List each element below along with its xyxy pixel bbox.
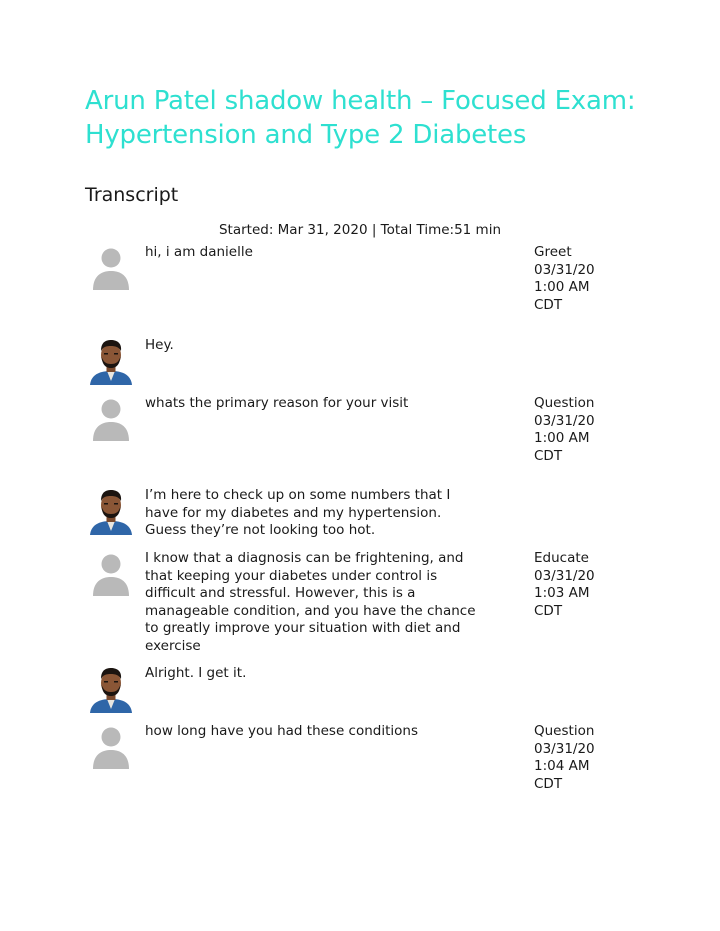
- message-text: whats the primary reason for your visit: [145, 395, 409, 411]
- session-meta: Started: Mar 31, 2020 | Total Time:51 min: [218, 222, 502, 238]
- student-avatar-icon: [88, 723, 134, 771]
- message-meta: [534, 395, 624, 465]
- message-date: 03/31/20: [534, 412, 595, 429]
- student-avatar-icon: [88, 244, 134, 292]
- action-label: Question: [534, 395, 595, 411]
- message-time: 1:00 AM: [534, 279, 590, 295]
- action-label: Educate: [534, 550, 589, 566]
- message-timezone: CDT: [534, 447, 563, 464]
- message-date: 03/31/20: [534, 567, 595, 584]
- message-time: 1:03 AM: [534, 585, 590, 601]
- document-title: Arun Patel shadow health – Focused Exam: Hypertension and Type 2 Diabetes: [85, 86, 636, 150]
- message-date: 03/31/20: [534, 261, 595, 278]
- patient-avatar-icon: [88, 665, 134, 713]
- message-text: hi, i am danielle: [145, 244, 253, 260]
- patient-avatar-icon: [88, 487, 134, 535]
- message-meta: [534, 723, 624, 793]
- message-timezone: CDT: [534, 296, 563, 313]
- document-subtitle: Transcript: [85, 184, 179, 206]
- message-text: I know that a diagnosis can be frightening, and that keeping your diabetes under control is difficult and stressful. However, this is a manageable condition, and you have the chance to greatly improve your situation with diet and exercise: [145, 550, 476, 654]
- message-text: Alright. I get it.: [145, 665, 247, 681]
- student-avatar-icon: [88, 395, 134, 443]
- message-timezone: CDT: [534, 775, 563, 792]
- message-text: Hey.: [145, 337, 174, 353]
- message-timezone: CDT: [534, 602, 563, 619]
- message-time: 1:04 AM: [534, 758, 590, 774]
- action-label: Question: [534, 723, 595, 739]
- message-text: I’m here to check up on some numbers that I have for my diabetes and my hypertension. Guess they’re not looking too hot.: [145, 487, 451, 538]
- student-avatar-icon: [88, 550, 134, 598]
- message-time: 1:00 AM: [534, 430, 590, 446]
- patient-avatar-icon: [88, 337, 134, 385]
- message-text: how long have you had these conditions: [145, 723, 419, 739]
- message-meta: [534, 244, 624, 314]
- message-meta: [534, 550, 624, 620]
- message-date: 03/31/20: [534, 740, 595, 757]
- action-label: Greet: [534, 244, 572, 260]
